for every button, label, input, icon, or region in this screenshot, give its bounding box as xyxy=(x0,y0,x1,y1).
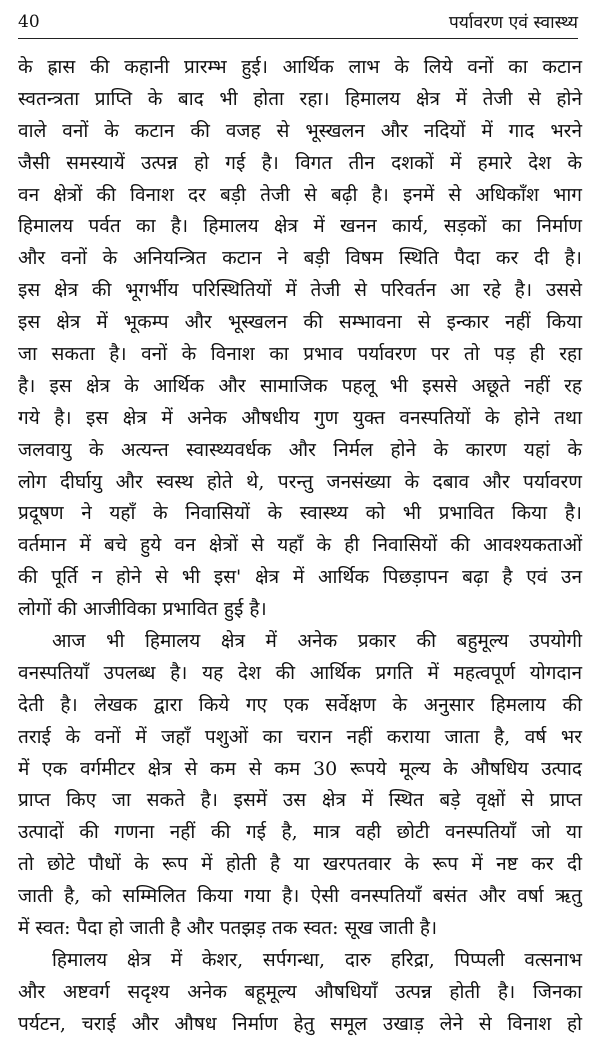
text-line: तराई के वनों में जहाँ पशुओं का चरान नहीं कराया जाता है, वर्ष भर xyxy=(18,725,582,748)
text-line: प्राप्त किए जा सकते है। इसमें उस क्षेत्र में स्थित बड़े वृक्षों से प्राप्त xyxy=(18,789,582,812)
text-line: वनस्पतियाँ उपलब्ध है। यह देश की आर्थिक प्रगति में महत्वपूर्ण योगदान xyxy=(18,661,582,684)
text-line: लोग दीर्घायु और स्वस्थ होते थे, परन्तु जनसंख्या के दबाव और पर्यावरण xyxy=(18,470,582,493)
text-line: है। इस क्षेत्र के आर्थिक और सामाजिक पहलू भी इससे अछूते नहीं रह xyxy=(18,374,582,397)
text-line: देती है। लेखक द्वारा किये गए एक सर्वेक्षण के अनुसार हिमलाय की xyxy=(18,693,582,716)
paragraph-start-line: आज भी हिमालय क्षेत्र में अनेक प्रकार की बहुमूल्य उपयोगी xyxy=(52,630,582,653)
text-line: जलवायु के अत्यन्त स्वास्थ्यवर्धक और निर्मल होने के कारण यहां के xyxy=(18,438,582,461)
text-line: और वनों के अनियन्त्रित कटान ने बड़ी विषम स्थिति पैदा कर दी है। xyxy=(18,247,582,270)
text-line: इस क्षेत्र में भूकम्प और भूस्खलन की सम्भावना से इन्कार नहीं किया xyxy=(18,311,582,334)
text-line: वन क्षेत्रों की विनाश दर बड़ी तेजी से बढ़ी है। इनमें से अधिकाँश भाग xyxy=(18,183,582,206)
page-header xyxy=(18,8,578,39)
text-line: इस क्षेत्र की भूगर्भीय परिस्थितियों में तेजी से परिवर्तन आ रहे है। उससे xyxy=(18,279,582,302)
running-title: पर्यावरण एवं स्वास्थ्य xyxy=(448,13,578,33)
text-line: पर्यटन, चराई और औषध निर्माण हेतु समूल उखाड़ लेने से विनाश हो xyxy=(18,1012,582,1035)
text-line: की पूर्ति न होने से भी इस' क्षेत्र में आर्थिक पिछड़ापन बढ़ा है एवं उन xyxy=(18,566,582,589)
text-line: उत्पादों की गणना नहीं की गई है, मात्र वही छोटी वनस्पतियाँ जो या xyxy=(18,821,582,844)
text-line: जा सकता है। वनों के विनाश का प्रभाव पर्यावरण पर तो पड़ ही रहा xyxy=(18,343,582,366)
text-line: स्वतन्त्रता प्राप्ति के बाद भी होता रहा। हिमालय क्षेत्र में तेजी से होने xyxy=(18,87,582,110)
text-line: तो छोटे पौधों के रूप में होती है या खरपतवार के रूप में नष्ट कर दी xyxy=(18,853,582,876)
text-line: हिमालय पर्वत का है। हिमालय क्षेत्र में खनन कार्य, सड़कों का निर्माण xyxy=(18,215,582,238)
page-number: 40 xyxy=(18,12,40,32)
text-line: के ह्रास की कहानी प्रारम्भ हुई। आर्थिक लाभ के लिये वनों का कटान xyxy=(18,56,582,78)
body-text xyxy=(18,52,582,1041)
text-line: में एक वर्गमीटर क्षेत्र से कम से कम 30 रूपये मूल्य के औषधिय उत्पाद xyxy=(18,757,582,780)
text-line: प्रदूषण ने यहाँ के निवासियों के स्वास्थ्य को भी प्रभावित किया है। xyxy=(18,502,582,525)
text-line: जैसी समस्यायें उत्पन्न हो गई है। विगत तीन दशकों में हमारे देश के xyxy=(18,151,582,174)
paragraph-start-line: हिमालय क्षेत्र में केशर, सर्पगन्धा, दारु हरिद्रा, पिप्पली वत्सनाभ xyxy=(52,948,582,971)
text-line: जाती है, को सम्मिलित किया गया है। ऐसी वनस्पतियाँ बसंत और वर्षा ऋतु xyxy=(18,885,582,908)
paragraph-end-line: में स्वत: पैदा हो जाती है और पतझड़ तक स्वत: सूख जाती है। xyxy=(18,917,438,940)
text-line: वाले वनों के कटान की वजह से भूस्खलन और नदियों में गाद भरने xyxy=(18,119,582,142)
text-line: और अष्टवर्ग सदृश्य अनेक बहूमूल्य औषधियाँ उत्पन्न होती है। जिनका xyxy=(18,980,582,1003)
text-line: गये है। इस क्षेत्र में अनेक औषधीय गुण युक्त वनस्पतियों के होने तथा xyxy=(18,406,582,429)
paragraph-end-line: लोगों की आजीविका प्रभावित हुई है। xyxy=(18,598,267,621)
text-line: वर्तमान में बचे हुये वन क्षेत्रों से यहाँ के ही निवासियों की आवश्यकताओं xyxy=(18,534,582,557)
